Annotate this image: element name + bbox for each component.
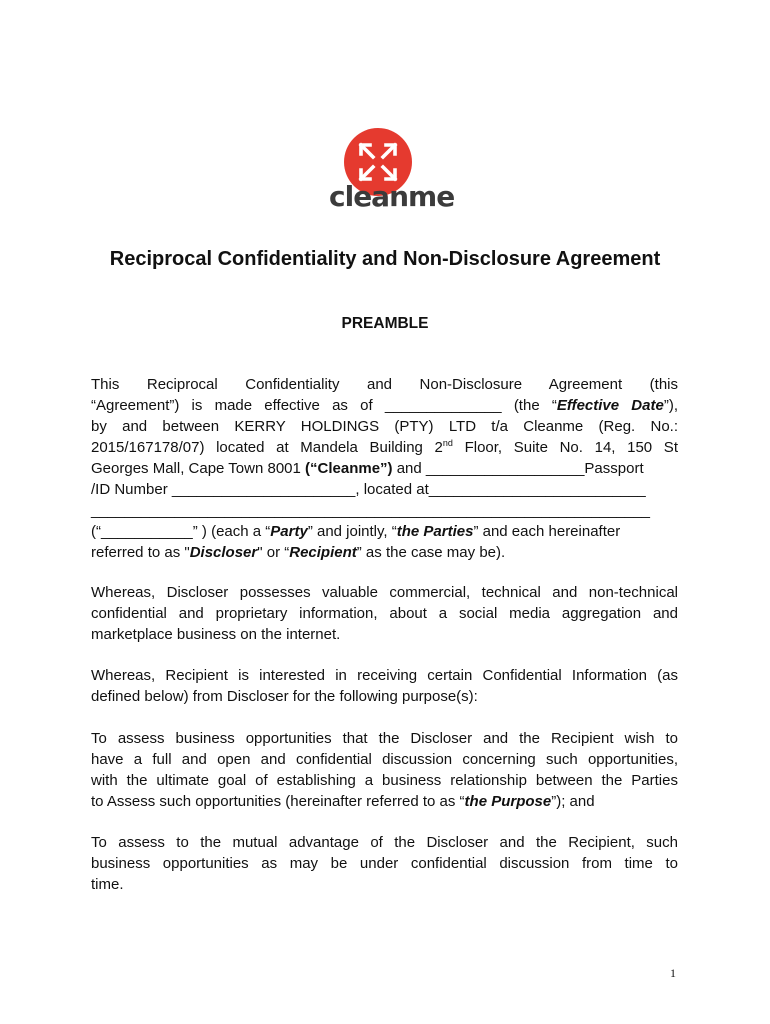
effective-date-term: Effective Date bbox=[556, 397, 664, 414]
text-line: (“___________” ) (each a “Party” and jointly, “the Parties” and each hereinafter bbox=[91, 523, 621, 540]
document-title: Reciprocal Confidentiality and Non-Disclosure Agreement bbox=[109, 248, 661, 270]
text-line: /ID Number ______________________, located at__________________________ bbox=[91, 481, 646, 498]
text-line: time. bbox=[91, 876, 124, 893]
party-term: Party bbox=[270, 523, 308, 540]
logo-wordmark: cleanme bbox=[329, 180, 455, 213]
text-line: marketplace business on the internet. bbox=[91, 626, 341, 643]
text-line: 2015/167178/07) located at Mandela Building 2nd Floor, Suite No. 14, 150 St bbox=[91, 438, 678, 456]
text-line: Whereas, Recipient is interested in receiving certain Confidential Information (as bbox=[91, 667, 678, 684]
text-line: with the ultimate goal of establishing a business relationship between the Parties bbox=[91, 772, 678, 789]
cleanme-defined-term: (“Cleanme”) bbox=[305, 460, 393, 477]
text-line: defined below) from Discloser for the following purpose(s): bbox=[91, 688, 478, 705]
text-line: To assess business opportunities that the Discloser and the Recipient wish to bbox=[91, 730, 678, 747]
mutual-advantage-paragraph bbox=[91, 832, 678, 895]
text-line: Georges Mall, Cape Town 8001 (“Cleanme”) and ___________________Passport bbox=[91, 460, 644, 477]
text-line: by and between KERRY HOLDINGS (PTY) LTD t/a Cleanme (Reg. No.: bbox=[91, 418, 678, 435]
text-line: ___________________________________________________________________ bbox=[91, 502, 650, 519]
purpose-paragraph bbox=[91, 728, 678, 812]
parties-term: the Parties bbox=[396, 523, 474, 540]
text-line: to Assess such opportunities (hereinafter referred to as “the Purpose”); and bbox=[91, 793, 595, 810]
text-line: confidential and proprietary information, about a social media aggregation and bbox=[91, 605, 678, 622]
whereas-discloser-paragraph bbox=[91, 582, 678, 645]
text-line: This Reciprocal Confidentiality and Non-Disclosure Agreement (this bbox=[91, 376, 678, 393]
recipient-term: Recipient bbox=[289, 544, 357, 561]
page-number: 1 bbox=[670, 966, 676, 980]
purpose-term: the Purpose bbox=[464, 793, 552, 810]
preamble-paragraph-parties bbox=[91, 374, 678, 563]
discloser-term: Discloser bbox=[189, 544, 258, 561]
section-heading: PREAMBLE bbox=[341, 315, 429, 332]
text-line: To assess to the mutual advantage of the Discloser and the Recipient, such bbox=[91, 834, 678, 851]
text-line: business opportunities as may be under confidential discussion from time to bbox=[91, 855, 678, 872]
text-line: “Agreement”) is made effective as of ______________ (the “Effective Date”), bbox=[91, 397, 678, 414]
text-line: Whereas, Discloser possesses valuable commercial, technical and non-technical bbox=[91, 584, 678, 601]
text-line: referred to as "Discloser" or “Recipient” as the case may be). bbox=[91, 544, 506, 561]
whereas-recipient-paragraph bbox=[91, 665, 678, 707]
text-line: have a full and open and confidential discussion concerning such opportunities, bbox=[91, 751, 678, 768]
